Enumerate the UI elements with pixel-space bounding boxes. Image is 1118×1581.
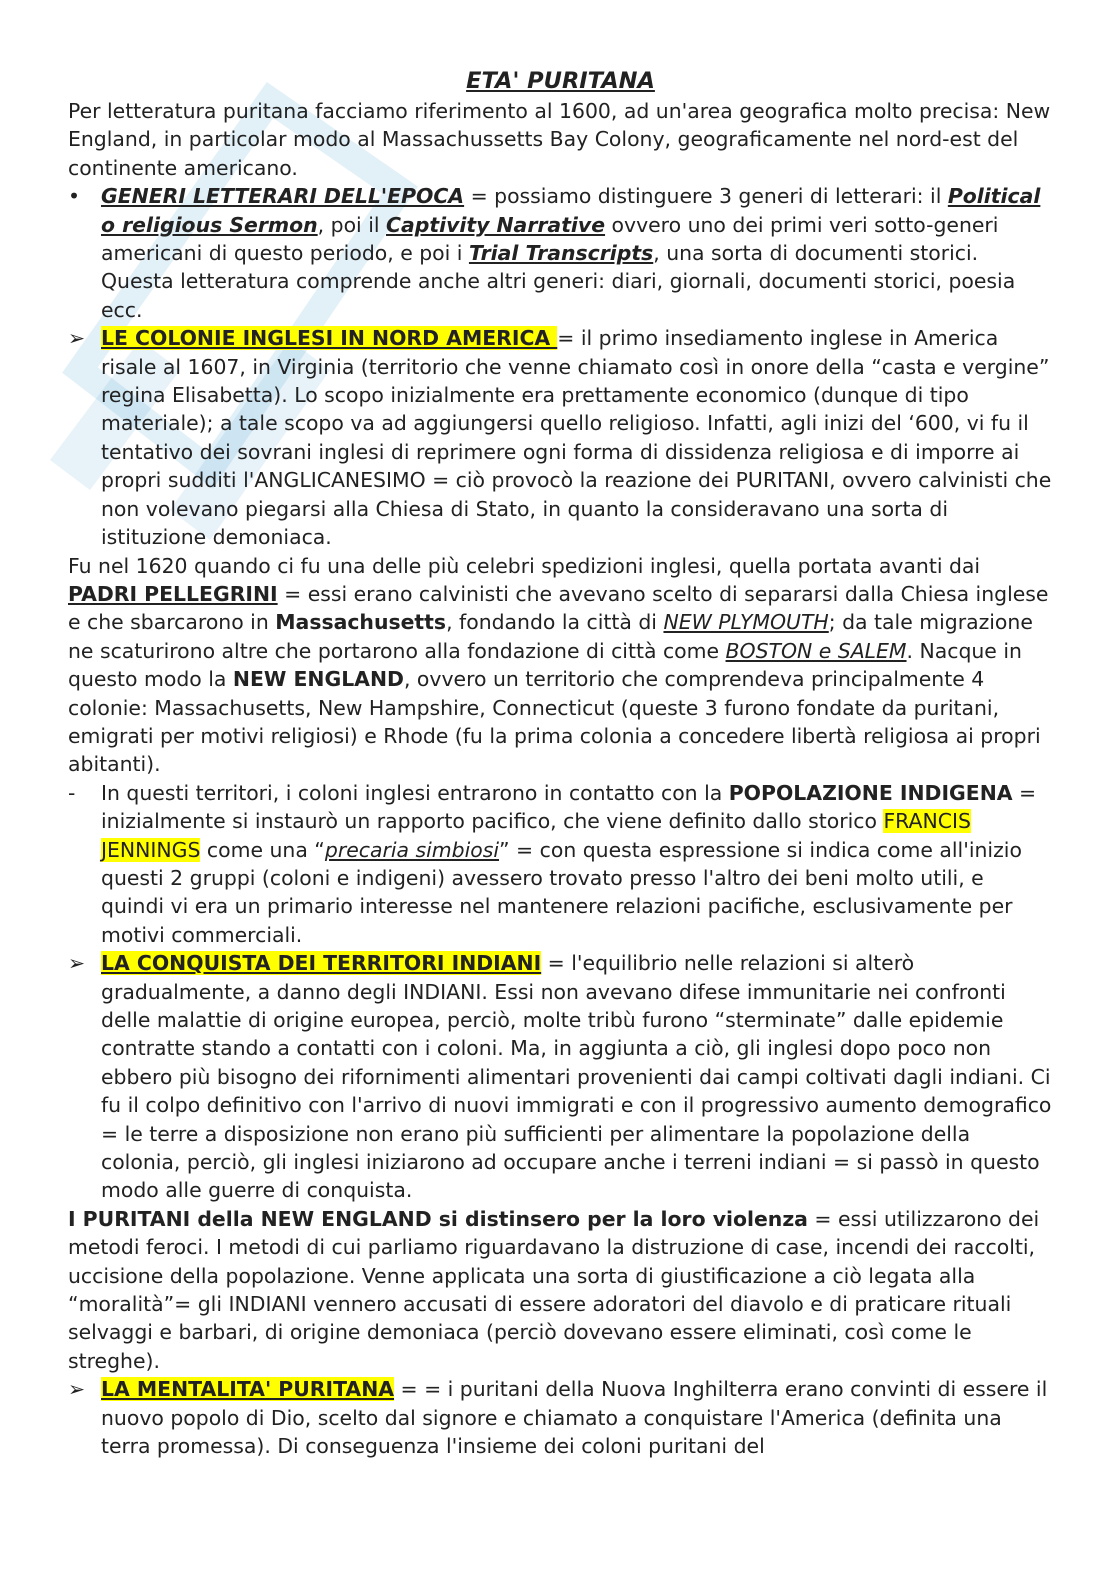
- keyword-puritani-violenza: I PURITANI della NEW ENGLAND si distinsero per la loro violenza: [68, 1206, 808, 1231]
- list-item-conquista: [68, 949, 1053, 1205]
- arrow-bullet-icon: ➢: [68, 1377, 86, 1402]
- keyword-francis-jennings: FRANCIS JENNINGS: [101, 809, 971, 862]
- text-run: = il primo insediamento inglese in America risale al 1607, in Virginia (territorio che venne chiamato così in onore della “casta e vergine” regina Elisabetta). Lo scopo inizialmente era prettamente economico (dunque di tipo materiale); a tale scopo va ad aggiungersi quello religioso. Infatti, agli inizi del ‘600, vi fu il tentativo dei sovrani inglesi di reprimere ogni forma di dissidenza religiosa e di imporre ai propri sudditi l'ANGLICANESIMO = ciò provocò la reazione dei PURITANI, ovvero calvinisti che non volevano piegarsi alla Chiesa di Stato, in quanto la consideravano una sorta di istituzione demoniaca.: [101, 326, 1052, 550]
- text-run: come una “: [200, 837, 325, 862]
- keyword-new-plymouth: NEW PLYMOUTH: [663, 610, 829, 635]
- text-run: = inizialmente si instaurò un rapporto pacifico, che viene definito dallo storico: [101, 780, 1037, 834]
- section-heading-conquista: LA CONQUISTA DEI TERRITORI INDIANI: [101, 951, 542, 976]
- keyword-popolazione-indigena: POPOLAZIONE INDIGENA: [728, 780, 1013, 805]
- section-heading-mentalita: LA MENTALITA' PURITANA: [101, 1377, 395, 1402]
- text-run: , una sorta di documenti storici. Questa letteratura comprende anche altri generi: diari, giornali, documenti storici, poesia ecc.: [101, 241, 1016, 322]
- text-run: ovvero uno dei primi veri sotto-generi americani di questo periodo, e poi i: [101, 212, 999, 266]
- keyword-precaria-simbiosi: precaria simbiosi: [324, 837, 500, 862]
- paragraph-violenza: [68, 1205, 1053, 1375]
- keyword-sermon: Political o religious Sermon: [101, 184, 1041, 237]
- keyword-captivity: Captivity Narrative: [386, 212, 606, 237]
- paragraph-pellegrini: [68, 552, 1053, 779]
- text-run: = essi erano calvinisti che avevano scelto di separarsi dalla Chiesa inglese e che sbarcarono in: [68, 581, 1049, 635]
- text-run: ; da tale migrazione ne scaturirono altre che portarono alla fondazione di città come: [68, 610, 1033, 663]
- document-page: [68, 66, 1053, 1461]
- keyword-boston-salem: BOSTON e SALEM: [725, 638, 907, 663]
- bullet-icon: •: [68, 184, 81, 209]
- arrow-bullet-icon: ➢: [68, 951, 86, 976]
- arrow-bullet-icon: ➢: [68, 326, 86, 351]
- keyword-massachusetts: Massachusetts: [275, 610, 447, 635]
- text-run: = l'equilibrio nelle relazioni si alterò gradualmente, a danno degli INDIANI. Essi non avevano difese immunitarie nei confronti delle malattie di origine europea, perciò, molte tribù furono “sterminate” dalle epidemie contratte stando a contatti con i coloni. Ma, in aggiunta a ciò, gli inglesi dopo poco non ebbero più bisogno dei rifornimenti alimentari provenienti dai campi coltivati dagli indiani. Ci fu il colpo definitivo con l'arrivo di nuovi immigrati e con il progressivo aumento demografico = le terre a disposizione non erano più sufficienti per alimentare la popolazione della colonia, perciò, gli inglesi iniziarono ad occupare anche i terreni indiani = si passò in questo modo alle guerre di conquista.: [101, 951, 1052, 1203]
- text-run: , ovvero un territorio che comprendeva principalmente 4 colonie: Massachusetts, New Hampshire, Connecticut (queste 3 furono fondate da puritani, emigrati per motivi religiosi) e Rhode (fu la prima colonia a concedere libertà religiosa ai propri abitanti).: [68, 667, 1041, 777]
- keyword-trial: Trial Transcripts: [468, 241, 654, 266]
- text-run: , poi il: [317, 212, 387, 237]
- text-run: = possiamo distinguere 3 generi di letterari: il: [464, 184, 948, 209]
- text-run: Fu nel 1620 quando ci fu una delle più celebri spedizioni inglesi, quella portata avanti dai: [68, 553, 981, 578]
- keyword-new-england: NEW ENGLAND: [232, 667, 404, 692]
- text-run: ” = con questa espressione si indica come all'inizio questi 2 gruppi (coloni e indigeni) avessero trovato presso l'altro dei beni molto utili, e quindi vi era un primario interesse nel mantenere relazioni pacifiche, esclusivamente per motivi commerciali.: [101, 837, 1022, 947]
- text-run: In questi territori, i coloni inglesi entrarono in contatto con la: [101, 780, 729, 805]
- intro-paragraph: Per letteratura puritana facciamo riferimento al 1600, ad un'area geografica molto precisa: New England, in particolar modo al Massachussetts Bay Colony, geograficamente nel nord-est del continente americano.: [68, 99, 1051, 180]
- keyword-padri-pellegrini: PADRI PELLEGRINI: [68, 581, 278, 606]
- section-heading-colonie: LE COLONIE INGLESI IN NORD AMERICA: [101, 326, 558, 351]
- list-item-indigena: [68, 779, 1053, 949]
- list-item-mentalita: [68, 1375, 1053, 1460]
- text-run: , fondando la città di: [446, 610, 664, 635]
- text-run: = = i puritani della Nuova Inghilterra erano convinti di essere il nuovo popolo di Dio, scelto dal signore e chiamato a conquistare l'America (definita una terra promessa). Di conseguenza l'insieme dei coloni puritani del: [101, 1377, 1048, 1459]
- list-item-colonie: [68, 324, 1053, 551]
- list-item-generi: [68, 182, 1053, 324]
- page-title: ETA' PURITANA: [466, 68, 655, 94]
- text-run: = essi utilizzarono dei metodi feroci. I metodi di cui parliamo riguardavano la distruzione di case, incendi dei raccolti, uccisione della popolazione. Venne applicata una sorta di giustificazione a ciò legata alla “moralità”= gli INDIANI vennero accusati di essere adoratori del diavolo e di praticare rituali selvaggi e barbari, di origine demoniaca (perciò dovevano essere eliminati, così come le streghe).: [68, 1206, 1040, 1373]
- section-heading-generi: GENERI LETTERARI DELL'EPOCA: [101, 184, 465, 209]
- text-run: . Nacque in questo modo la: [68, 638, 1022, 692]
- dash-bullet-icon: -: [68, 780, 76, 805]
